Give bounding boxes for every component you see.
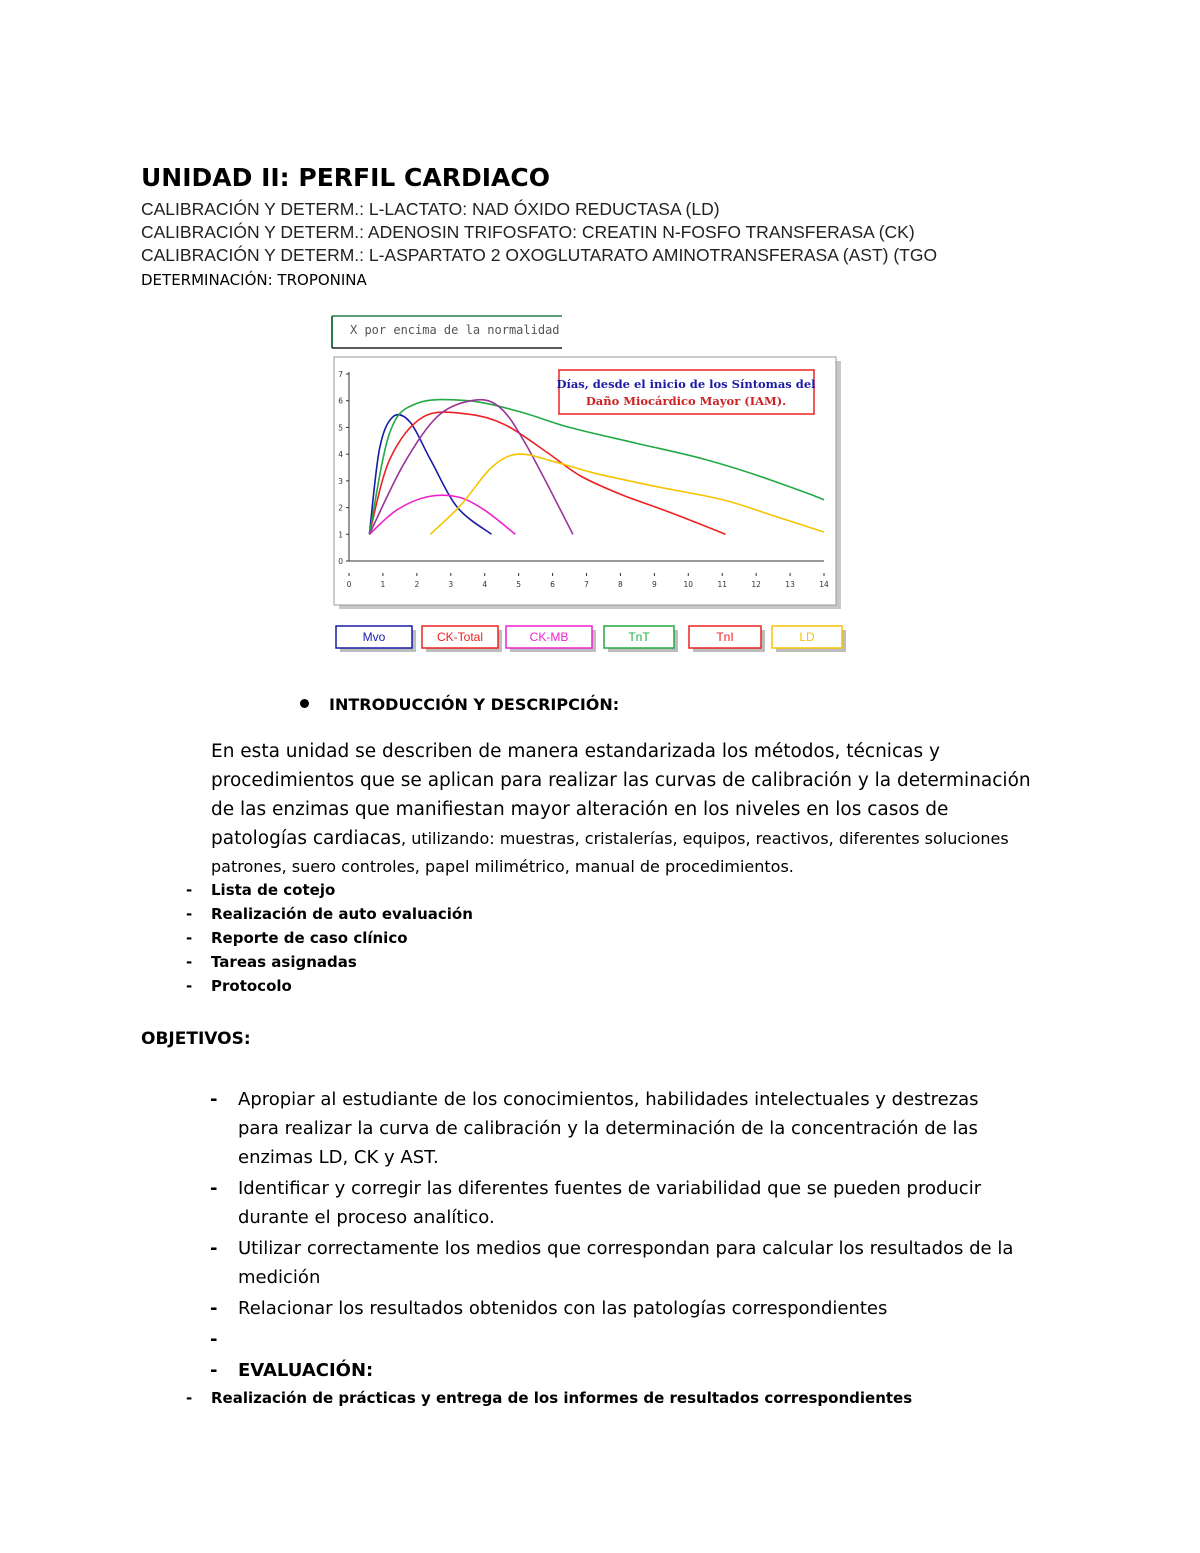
list-item: - Reporte de caso clínico bbox=[186, 929, 408, 947]
subtitle-ck: CALIBRACIÓN Y DETERM.: ADENOSIN TRIFOSFATO: CREATIN N-FOSFO TRANSFERASA (CK) bbox=[141, 222, 915, 242]
x-tick-label: 5 bbox=[516, 580, 522, 589]
chart-title: X por encima de la normalidad bbox=[350, 323, 560, 337]
y-tick-label: 5 bbox=[338, 423, 343, 433]
activity-list bbox=[186, 878, 473, 998]
x-tick-label: 8 bbox=[618, 580, 623, 589]
subtitle-troponina: DETERMINACIÓN: TROPONINA bbox=[141, 271, 367, 289]
intro-line bbox=[211, 824, 1091, 853]
legend-label: TnI bbox=[716, 630, 734, 644]
legend-label: Mvo bbox=[362, 630, 386, 644]
intro-line-rest: , utilizando: muestras, cristalerías, equipos, reactivos, diferentes soluciones bbox=[401, 829, 1009, 848]
y-tick-label: 3 bbox=[338, 476, 343, 486]
x-tick-label: 11 bbox=[717, 580, 727, 589]
x-tick-label: 0 bbox=[346, 580, 352, 589]
objective-item: - Relacionar los resultados obtenidos con las patologías correspondientes bbox=[210, 1298, 888, 1319]
intro-line: procedimientos que se aplican para realizar las curvas de calibración y la determinación bbox=[211, 770, 1031, 791]
chart-svg bbox=[330, 308, 848, 658]
x-tick-label: 10 bbox=[683, 580, 694, 589]
legend-label: TnT bbox=[628, 630, 650, 644]
x-tick-label: 4 bbox=[482, 580, 488, 589]
y-tick-label: 7 bbox=[338, 370, 343, 379]
subtitle-ld: CALIBRACIÓN Y DETERM.: L-LACTATO: NAD ÓXIDO REDUCTASA (LD) bbox=[141, 199, 720, 219]
y-tick-label: 0 bbox=[338, 557, 343, 566]
list-item: - Realización de auto evaluación bbox=[186, 905, 473, 923]
intro-line-bold: patologías cardiacas bbox=[211, 828, 402, 849]
objectives-list bbox=[210, 1085, 1090, 1387]
y-tick-label: 6 bbox=[338, 396, 343, 406]
x-tick-label: 12 bbox=[751, 580, 761, 589]
x-tick-label: 14 bbox=[819, 580, 829, 589]
annotation-line-1: Días, desde el inicio de los Síntomas del bbox=[556, 377, 816, 391]
objective-empty-item: - bbox=[210, 1329, 218, 1350]
evaluation-heading: EVALUACIÓN: bbox=[238, 1360, 374, 1381]
y-tick-label: 4 bbox=[338, 450, 343, 460]
intro-line: En esta unidad se describen de manera estandarizada los métodos, técnicas y bbox=[211, 741, 940, 762]
objective-item: - Identificar y corregir las diferentes fuentes de variabilidad que se pueden producir durante el proceso analítico. bbox=[210, 1178, 982, 1228]
x-tick-label: 3 bbox=[448, 580, 454, 589]
list-item: - Protocolo bbox=[186, 977, 292, 995]
annotation-line-2: Daño Miocárdico Mayor (IAM). bbox=[585, 394, 787, 408]
intro-line: patrones, suero controles, papel milimétrico, manual de procedimientos. bbox=[211, 857, 794, 876]
y-tick-label: 1 bbox=[338, 530, 343, 540]
list-item: - Tareas asignadas bbox=[186, 953, 357, 971]
x-tick-label: 13 bbox=[785, 580, 795, 589]
final-list-item: - Realización de prácticas y entrega de los informes de resultados correspondientes bbox=[186, 1389, 913, 1407]
evaluation-item: - EVALUACIÓN: bbox=[210, 1356, 1090, 1385]
page-title: UNIDAD II: PERFIL CARDIACO bbox=[141, 163, 550, 192]
legend-label: CK-MB bbox=[529, 630, 569, 644]
legend-label: CK-Total bbox=[436, 630, 484, 644]
intro-line: de las enzimas que manifiestan mayor alteración en los niveles en los casos de bbox=[211, 799, 949, 820]
objectives-heading: OBJETIVOS: bbox=[141, 1029, 251, 1049]
list-item: - Lista de cotejo bbox=[186, 881, 336, 899]
legend-label: LD bbox=[799, 630, 815, 644]
subtitle-ast: CALIBRACIÓN Y DETERM.: L-ASPARTATO 2 OXOGLUTARATO AMINOTRANSFERASA (AST) (TGO bbox=[141, 245, 938, 265]
intro-heading: INTRODUCCIÓN Y DESCRIPCIÓN: bbox=[329, 695, 620, 714]
x-tick-label: 9 bbox=[651, 580, 657, 589]
x-tick-label: 1 bbox=[380, 580, 386, 589]
cardiac-marker-chart bbox=[330, 308, 848, 658]
intro-heading-row bbox=[300, 695, 619, 714]
objective-item: - Utilizar correctamente los medios que correspondan para calcular los resultados de la medición bbox=[210, 1238, 1014, 1288]
final-text: Realización de prácticas y entrega de los informes de resultados correspondientes bbox=[211, 1389, 913, 1407]
y-tick-label: 2 bbox=[338, 503, 343, 513]
objective-item: - Apropiar al estudiante de los conocimientos, habilidades intelectuales y destrezas para realizar la curva de calibración y la determinación de la concentración de las enzimas LD, CK y AST. bbox=[210, 1089, 979, 1168]
bullet-icon bbox=[300, 699, 309, 708]
intro-paragraph bbox=[211, 737, 1091, 881]
x-tick-label: 6 bbox=[550, 580, 555, 589]
x-tick-label: 2 bbox=[414, 580, 420, 589]
x-tick-label: 7 bbox=[584, 580, 589, 589]
